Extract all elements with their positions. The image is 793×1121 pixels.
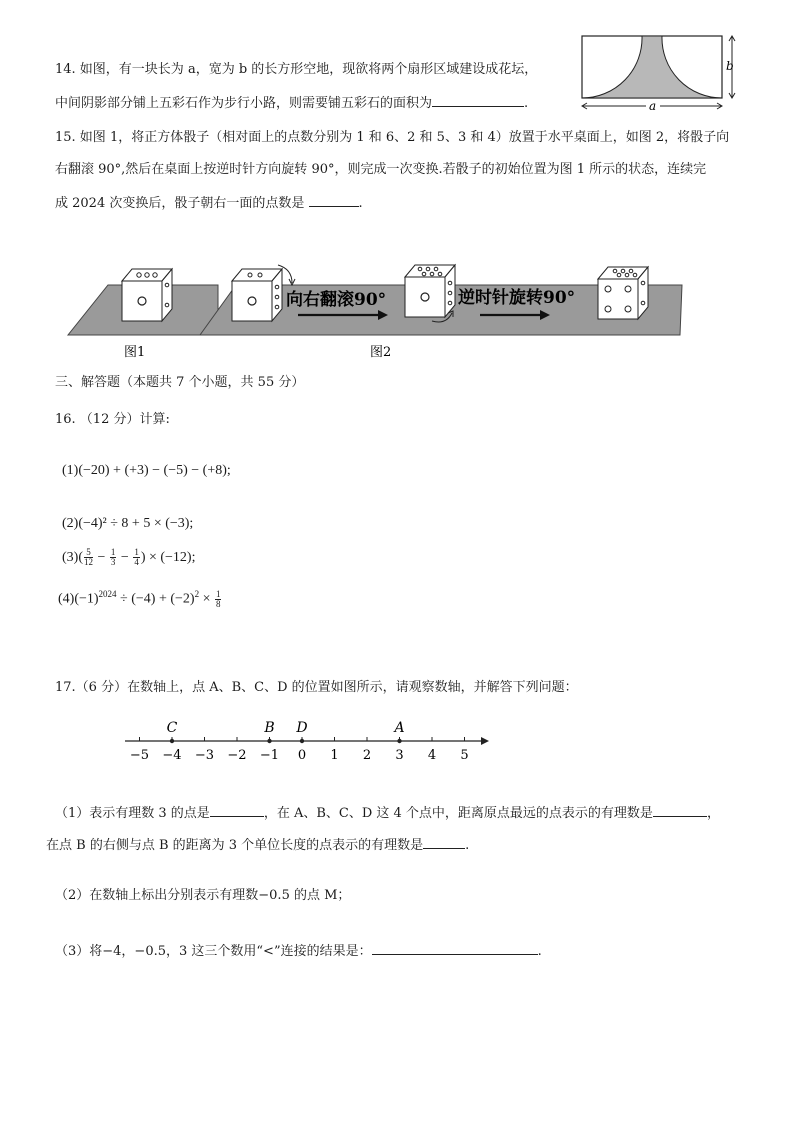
q17-part-1-line-1 <box>55 803 720 823</box>
tick-label: −2 <box>227 748 247 763</box>
q17-p1-text-a: （1）表示有理数 3 的点是 <box>55 806 210 821</box>
fig1-caption: 图1 <box>124 345 146 360</box>
q16-p3-fraction-2: $\frac{1}{3}$ <box>110 547 116 568</box>
q15-line-2: 右翻滚 90°,然后在桌面上按逆时针方向旋转 90°，则完成一次变换.若骰子的初始位置为图 1 所示的状态，连续完 <box>55 162 707 177</box>
point-b-dot <box>267 739 271 743</box>
q17-part-1-line-2 <box>46 835 469 855</box>
q14-line-2-text: 中间阴影部分铺上五彩石作为步行小路，则需要铺五彩石的面积为 <box>55 96 433 111</box>
tick-label: −4 <box>162 748 182 763</box>
q15-line-3-text: 成 2024 次变换后，骰子朝右一面的点数是 <box>55 196 305 211</box>
q15-answer-blank <box>309 193 359 207</box>
q17-p1-blank-3 <box>423 835 465 849</box>
q14-label-a: a <box>649 99 657 113</box>
q15-line-1: 15. 如图 1，将正方体骰子（相对面上的点数分别为 1 和 6、2 和 5、3 和 4）放置于水平桌面上，如图 2，将骰子向 <box>55 130 730 145</box>
q16-part-1: (1)(−20) + (+3) − (−5) − (+8); <box>62 463 231 478</box>
q15-dice-figures <box>60 255 690 360</box>
tick-label: −3 <box>194 748 215 763</box>
tick-label: 2 <box>362 748 372 763</box>
q17-p1-blank-2 <box>653 803 707 817</box>
tick-label: 1 <box>330 748 339 763</box>
tick-label: 3 <box>395 748 404 763</box>
q14-answer-blank <box>432 93 524 107</box>
q14-line-1: 14. 如图，有一块长为 a，宽为 b 的长方形空地，现欲将两个扇形区域建设成花坛， <box>55 62 538 77</box>
tick-label: 4 <box>427 748 437 763</box>
point-b-label: B <box>264 720 275 736</box>
fig2-roll-text: 向右翻滚90° <box>286 290 387 310</box>
q16-p4-times: × <box>199 591 214 607</box>
tick-label: −1 <box>259 748 280 763</box>
q16-p3-fraction-3: $\frac{1}{4}$ <box>134 547 139 568</box>
tick-label: 0 <box>297 748 307 763</box>
q16-p3-prefix: (3)( <box>62 550 83 565</box>
point-c-label: C <box>166 720 178 736</box>
q14-line-2-end: . <box>524 96 529 111</box>
q16-p4-middle: ÷ (−4) + (−2) <box>116 591 195 607</box>
number-line-points <box>167 720 405 743</box>
q16-p4-fraction: $\frac{1}{8}$ <box>215 588 221 609</box>
tick-label: 5 <box>460 748 469 763</box>
q16-p3-fraction-1: $\frac{5}{12}$ <box>84 547 93 568</box>
q16-p4-exponent: 2024 <box>98 589 117 599</box>
q17-p1-blank-1 <box>210 803 264 817</box>
tick-label: −5 <box>129 748 150 763</box>
point-a-label: A <box>394 720 405 736</box>
q15-line-3 <box>55 193 363 213</box>
q16-p3-suffix: ) × (−12); <box>140 550 196 565</box>
q16-part-2: (2)(−4)² ÷ 8 + 5 × (−3); <box>62 516 194 531</box>
q17-p1-text-c: ， <box>706 806 720 821</box>
q17-p3-end: . <box>537 944 542 959</box>
q17-p1-line2-end: . <box>465 838 470 853</box>
q17-p1-text-b: ，在 A、B、C、D 这 4 个点中，距离原点最远的点表示的有理数是 <box>263 806 653 821</box>
q14-label-b: b <box>726 59 734 73</box>
q16-p4-exponent-2: 2 <box>194 589 200 599</box>
fig2-die-final <box>598 267 648 319</box>
q17-number-line <box>115 712 500 767</box>
q14-line-2 <box>55 93 528 113</box>
q17-part-2: （2）在数轴上标出分别表示有理数−0.5 的点 M； <box>55 888 351 903</box>
q17-part-3 <box>55 941 542 961</box>
fig1-die <box>122 269 172 321</box>
q17-p3-text: （3）将−4，−0.5，3 这三个数用“<”连接的结果是： <box>55 944 372 959</box>
point-a-dot <box>397 739 401 743</box>
fig2-caption: 图2 <box>370 345 392 360</box>
q16-p4-prefix: (4)(−1) <box>58 591 99 607</box>
number-line-arrowhead <box>481 737 489 745</box>
point-c-dot <box>170 739 174 743</box>
q14-figure <box>576 32 748 114</box>
q17-p1-line2-text: 在点 B 的右侧与点 B 的距离为 3 个单位长度的点表示的有理数是 <box>46 838 424 853</box>
fig2-die-rolled <box>405 265 455 322</box>
q15-line-3-end: . <box>358 196 363 211</box>
fig2-rotate-text: 逆时针旋转90° <box>458 288 576 308</box>
point-d-dot <box>300 739 304 743</box>
q17-title: 17.（6 分）在数轴上，点 A、B、C、D 的位置如图所示，请观察数轴，并解答下列问题： <box>55 680 578 695</box>
q16-title: 16. （12 分）计算: <box>55 412 170 427</box>
section-3-title: 三、解答题（本题共 7 个小题，共 55 分） <box>55 375 305 390</box>
q17-p3-blank <box>372 941 538 955</box>
point-d-label: D <box>296 720 308 736</box>
q16-part-3: (3)( $\frac{5}{12}$ − $\frac{1}{3}$ − $\frac{1}{4}$ ) × (−12); <box>62 547 196 568</box>
q16-part-4 <box>58 584 222 610</box>
